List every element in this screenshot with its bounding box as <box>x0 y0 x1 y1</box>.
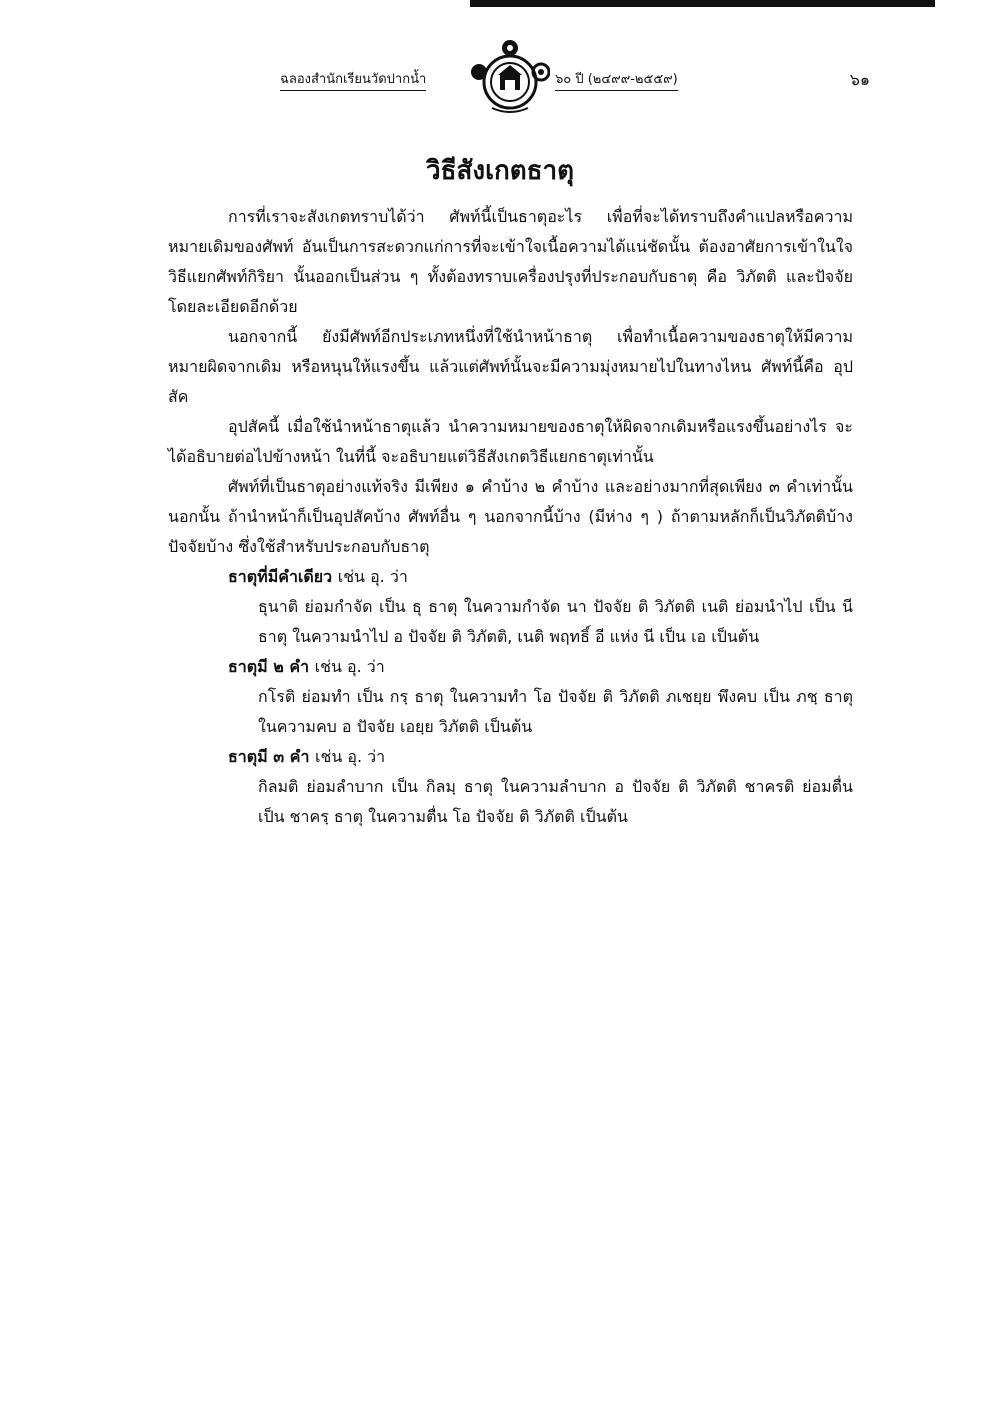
section-heading-rest: เช่น อุ. ว่า <box>337 567 408 586</box>
section-heading-rest: เช่น อุ. ว่า <box>315 747 386 766</box>
paragraph: ศัพท์ที่เป็นธาตุอย่างแท้จริง มีเพียง ๑ คำบ้าง ๒ คำบ้าง และอย่างมากที่สุดเพียง ๓ คำเท่านั้น นอกนั้น ถ้านำหน้าก็เป็นอุปสัคบ้าง ศัพท์อื่น ๆ นอกจากนี้บ้าง (มีห่าง ๆ ) ถ้าตามหลักก็เป็นวิภัตติบ้าง ปัจจัยบ้าง ซึ่งใช้สำหรับประกอบกับธาตุ <box>168 477 853 556</box>
section-heading-bold: ธาตุมี ๒ คำ <box>228 657 310 676</box>
section-heading <box>228 562 853 592</box>
temple-seal-logo <box>470 38 550 116</box>
scan-edge-bar <box>470 0 935 7</box>
section-example: กโรติ ย่อมทำ เป็น กรฺ ธาตุ ในความทำ โอ ปัจจัย ติ วิภัตติ ภเชยฺย พึงคบ เป็น ภชฺ ธาตุ ในความคบ อ ปัจจัย เอยฺย วิภัตติ เป็นต้น <box>258 687 853 736</box>
page-title: วิธีสังเกตธาตุ <box>426 156 574 186</box>
section-example: ธุนาติ ย่อมกำจัด เป็น ธุ ธาตุ ในความกำจัด นา ปัจจัย ติ วิภัตติ เนติ ย่อมนำไป เป็น นี ธาตุ ในความนำไป อ ปัจจัย ติ วิภัตติ, เนติ พฤทธิ์ อี แห่ง นี เป็น เอ เป็นต้น <box>258 597 853 646</box>
page-header <box>280 38 870 116</box>
paragraph: อุปสัคนี้ เมื่อใช้นำหน้าธาตุแล้ว นำความหมายของธาตุให้ผิดจากเดิมหรือแรงขึ้นอย่างไร จะได้อธิบายต่อไปข้างหน้า ในที่นี้ จะอธิบายแต่วิธีสังเกตวิธีแยกธาตุเท่านั้น <box>168 417 853 466</box>
paragraph: นอกจากนี้ ยังมีศัพท์อีกประเภทหนึ่งที่ใช้นำหน้าธาตุ เพื่อทำเนื้อความของธาตุให้มีความหมายผิดจากเดิม หรือหนุนให้แรงขึ้น แล้วแต่ศัพท์นั้นจะมีความมุ่งหมายไปในทางไหน ศัพท์นี้คือ อุปสัค <box>168 327 853 406</box>
section-heading <box>228 652 853 682</box>
section-heading <box>228 742 853 772</box>
section-example: กิลมติ ย่อมลำบาก เป็น กิลมฺ ธาตุ ในความลำบาก อ ปัจจัย ติ วิภัตติ ชาครติ ย่อมตื่น เป็น ชาครฺ ธาตุ ในความตื่น โอ ปัจจัย ติ วิภัตติ เป็นต้น <box>258 777 853 826</box>
header-institution: ฉลองสำนักเรียนวัดปากน้ำ <box>280 68 426 91</box>
section-heading-rest: เช่น อุ. ว่า <box>314 657 385 676</box>
page-number: ๖๑ <box>849 70 870 89</box>
section-heading-bold: ธาตุที่มีคำเดียว <box>228 567 333 586</box>
header-anniversary-years: ๖๐ ปี (๒๔๙๙-๒๕๕๙) <box>555 68 678 91</box>
paragraph: การที่เราจะสังเกตทราบได้ว่า ศัพท์นี้เป็นธาตุอะไร เพื่อที่จะได้ทราบถึงคำแปลหรือความหมายเดิมของศัพท์ อันเป็นการสะดวกแก่การที่จะเข้าใจเนื้อความได้แน่ชัดนั้น ต้องอาศัยการเข้าในใจวิธีแยกศัพท์กิริยา นั้นออกเป็นส่วน ๆ ทั้งต้องทราบเครื่องปรุงที่ประกอบกับธาตุ คือ วิภัตติ และปัจจัย โดยละเอียดอีกด้วย <box>168 207 853 316</box>
document-body <box>168 202 853 832</box>
section-heading-bold: ธาตุมี ๓ คำ <box>228 747 310 766</box>
